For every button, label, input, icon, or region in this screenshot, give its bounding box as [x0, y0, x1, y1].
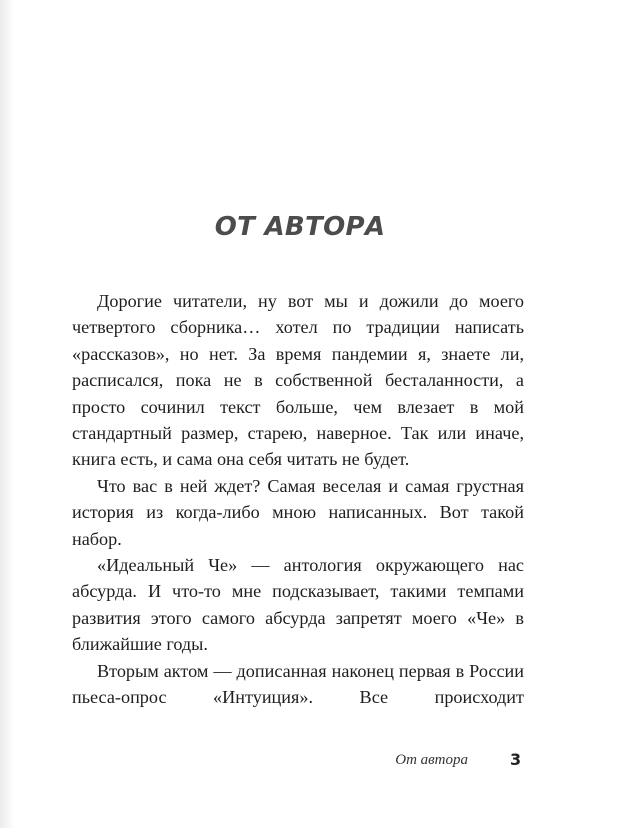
paragraph: Что вас в ней ждет? Самая веселая и самая грустная история из когда-либо мною написанных. Вот такой набор.: [72, 475, 524, 549]
paragraph: Вторым актом — дописанная наконец первая в России пьеса-опрос «Интуиция». Все происходит: [72, 660, 524, 708]
chapter-heading: ОТ АВТОРА: [214, 212, 386, 242]
page-spine-shadow: [0, 0, 14, 828]
paragraph: «Идеальный Че» — антология окружающего нас абсурда. И что-то мне подсказывает, такими темпами развития этого самого абсурда запретят моего «Че» в ближайшие годы.: [72, 555, 524, 655]
running-title: От автора: [395, 752, 468, 768]
page-number: 3: [510, 750, 522, 769]
body-text: [72, 288, 524, 711]
paragraph: Дорогие читатели, ну вот мы и дожили до моего четвертого сборника… хотел по традиции написать «рассказов», но нет. За время пандемии я, знаете ли, расписался, пока не в собственной бесталанности, а просто сочинил текст больше, чем влезает в мой стандартный размер, старею, наверное. Так или иначе, книга есть, и сама она себя читать не будет.: [72, 291, 524, 470]
